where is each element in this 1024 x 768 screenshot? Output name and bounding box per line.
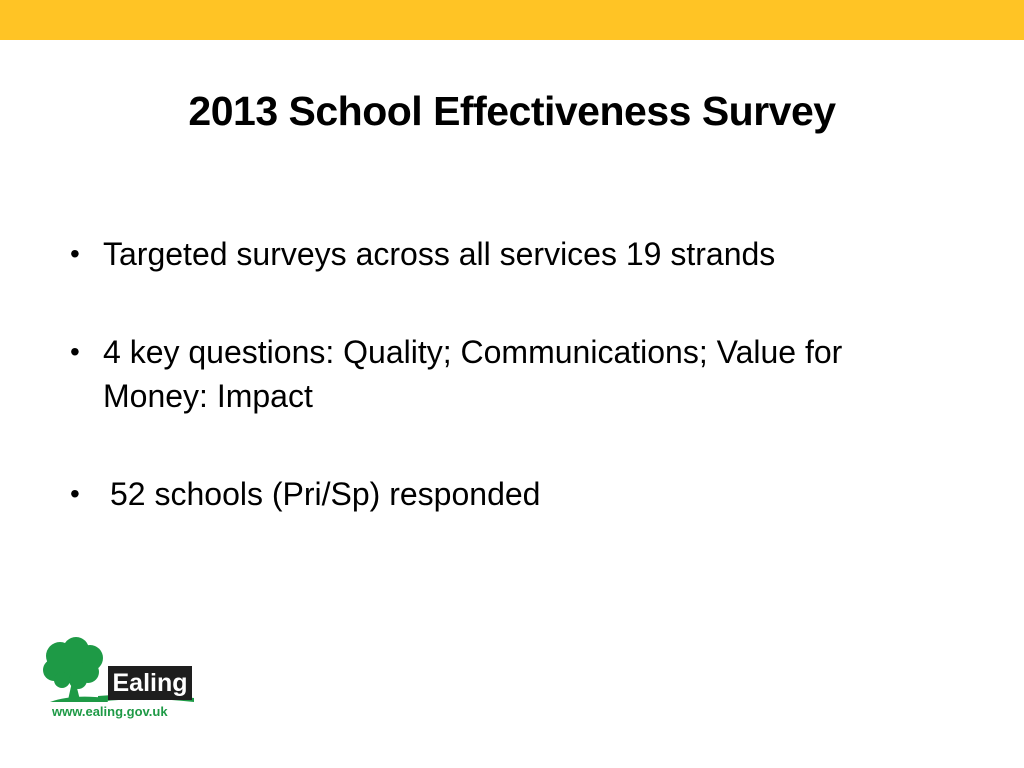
bullet-text: 52 schools (Pri/Sp) responded <box>110 476 541 512</box>
top-accent-band <box>0 0 1024 40</box>
ealing-logo <box>42 636 202 726</box>
bullet-item <box>70 232 900 276</box>
bullet-item <box>70 330 900 418</box>
bullet-marker: • <box>70 478 80 509</box>
bullet-marker: • <box>70 336 80 367</box>
logo-url: www.ealing.gov.uk <box>52 704 168 719</box>
bullet-list <box>70 232 900 570</box>
bullet-text: Targeted surveys across all services 19 strands <box>103 236 776 272</box>
logo-name: Ealing <box>108 666 192 700</box>
slide-title: 2013 School Effectiveness Survey <box>188 88 836 134</box>
bullet-marker: • <box>70 238 80 269</box>
bullet-item <box>70 472 900 516</box>
bullet-text: 4 key questions: Quality; Communications; Value for Money: Impact <box>103 334 843 414</box>
